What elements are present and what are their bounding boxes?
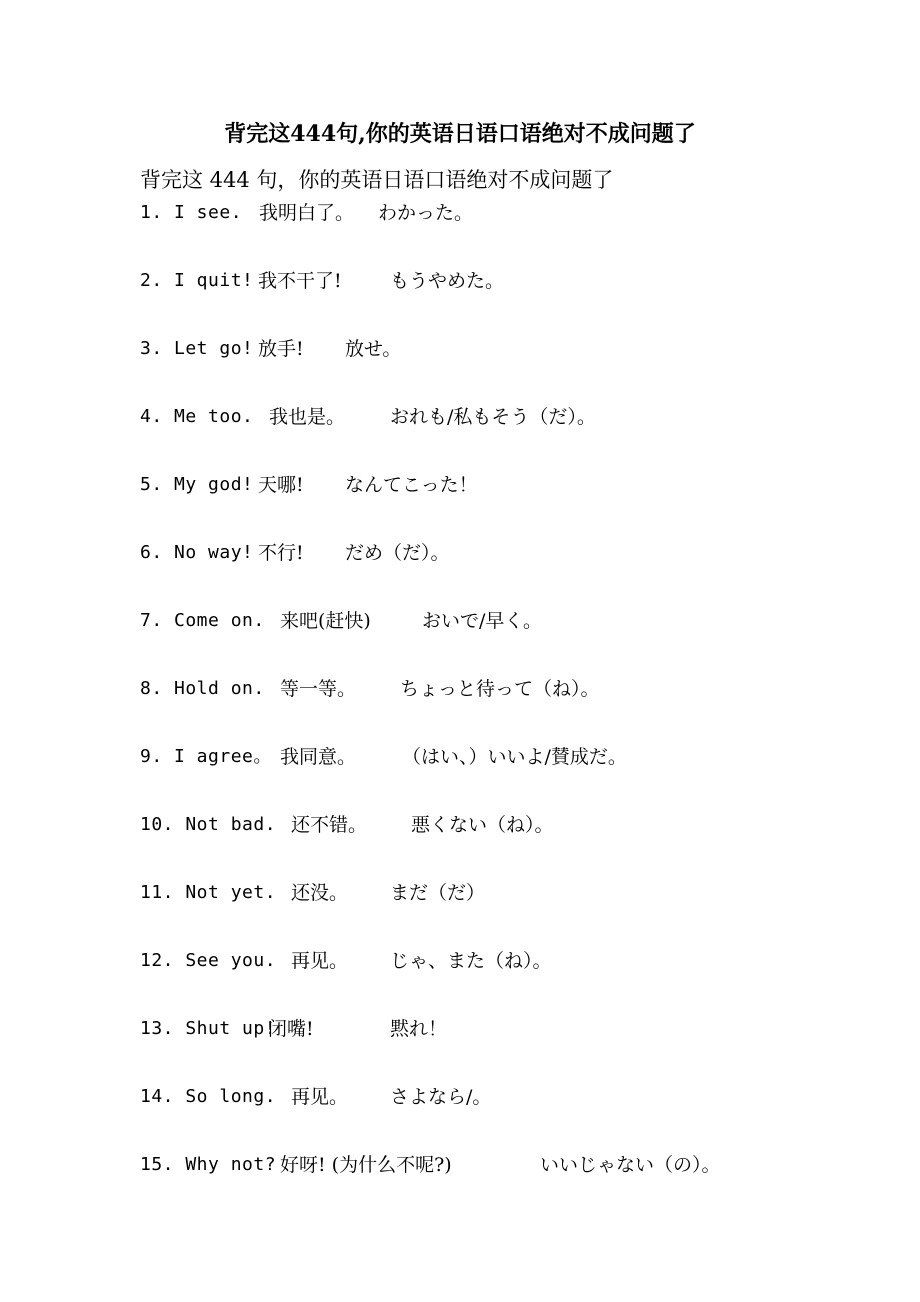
- phrase-english: 6. No way!: [140, 542, 254, 563]
- phrase-chinese: 我不干了!: [258, 270, 342, 292]
- phrase-english: 4. Me too.: [140, 406, 254, 427]
- phrase-chinese: 我也是。: [269, 406, 346, 428]
- phrase-japanese: まだ（だ）: [390, 882, 486, 904]
- phrase-japanese: だめ（だ）。: [345, 542, 450, 564]
- phrase-chinese: 放手!: [258, 338, 304, 360]
- phrase-chinese: 来吧(赶快): [280, 610, 371, 632]
- phrase-chinese: 不行!: [258, 542, 304, 564]
- phrase-japanese: （はい、）いいよ/賛成だ。: [402, 746, 627, 768]
- document-subtitle: 背完这 444 句，你的英语日语口语绝对不成问题了: [140, 168, 614, 192]
- phrase-english: 7. Come on.: [140, 610, 265, 631]
- phrase-japanese: 放せ。: [345, 338, 402, 360]
- phrase-chinese: 再见。: [291, 950, 349, 972]
- phrase-english: 9. I agree。: [140, 746, 272, 767]
- phrase-english: 8. Hold on.: [140, 678, 265, 699]
- document-title: 背完这444句,你的英语日语口语绝对不成问题了: [224, 121, 696, 147]
- phrase-japanese: なんてこった！: [345, 474, 478, 496]
- phrase-english: 3. Let go!: [140, 338, 254, 359]
- phrase-chinese: 再见。: [291, 1086, 349, 1108]
- phrase-chinese: 我明白了。: [259, 202, 355, 224]
- phrase-japanese: じゃ、また（ね）。: [390, 950, 552, 972]
- phrase-english: 2. I quit!: [140, 270, 254, 291]
- phrase-english: 15. Why not?: [140, 1154, 277, 1175]
- phrase-japanese: さよなら/。: [390, 1086, 492, 1108]
- phrase-japanese: ちょっと待って（ね）。: [400, 678, 600, 700]
- phrase-japanese: もうやめた。: [390, 270, 505, 292]
- phrase-chinese: 还没。: [291, 882, 349, 904]
- phrase-english: 1. I see.: [140, 202, 243, 223]
- phrase-japanese: 悪くない（ね）。: [411, 814, 554, 836]
- phrase-english: 13. Shut up!: [140, 1018, 277, 1039]
- phrase-english: 11. Not yet.: [140, 882, 277, 903]
- phrase-japanese: 黙れ！: [390, 1018, 448, 1040]
- phrase-chinese: 闭嘴!: [268, 1018, 314, 1040]
- phrase-japanese: いいじゃない（の）。: [540, 1154, 721, 1176]
- phrase-english: 10. Not bad.: [140, 814, 277, 835]
- phrase-chinese: 好呀! (为什么不呢?): [280, 1154, 452, 1176]
- phrase-english: 12. See you.: [140, 950, 277, 971]
- phrase-english: 5. My god!: [140, 474, 254, 495]
- phrase-japanese: わかった。: [378, 202, 474, 224]
- phrase-chinese: 还不错。: [291, 814, 368, 836]
- phrase-english: 14. So long.: [140, 1086, 277, 1107]
- phrase-chinese: 我同意。: [280, 746, 357, 768]
- phrase-chinese: 等一等。: [280, 678, 357, 700]
- phrase-japanese: おれも/私もそう（だ）。: [390, 406, 596, 428]
- phrase-japanese: おいで/早く。: [422, 610, 543, 632]
- phrase-chinese: 天哪!: [258, 474, 304, 496]
